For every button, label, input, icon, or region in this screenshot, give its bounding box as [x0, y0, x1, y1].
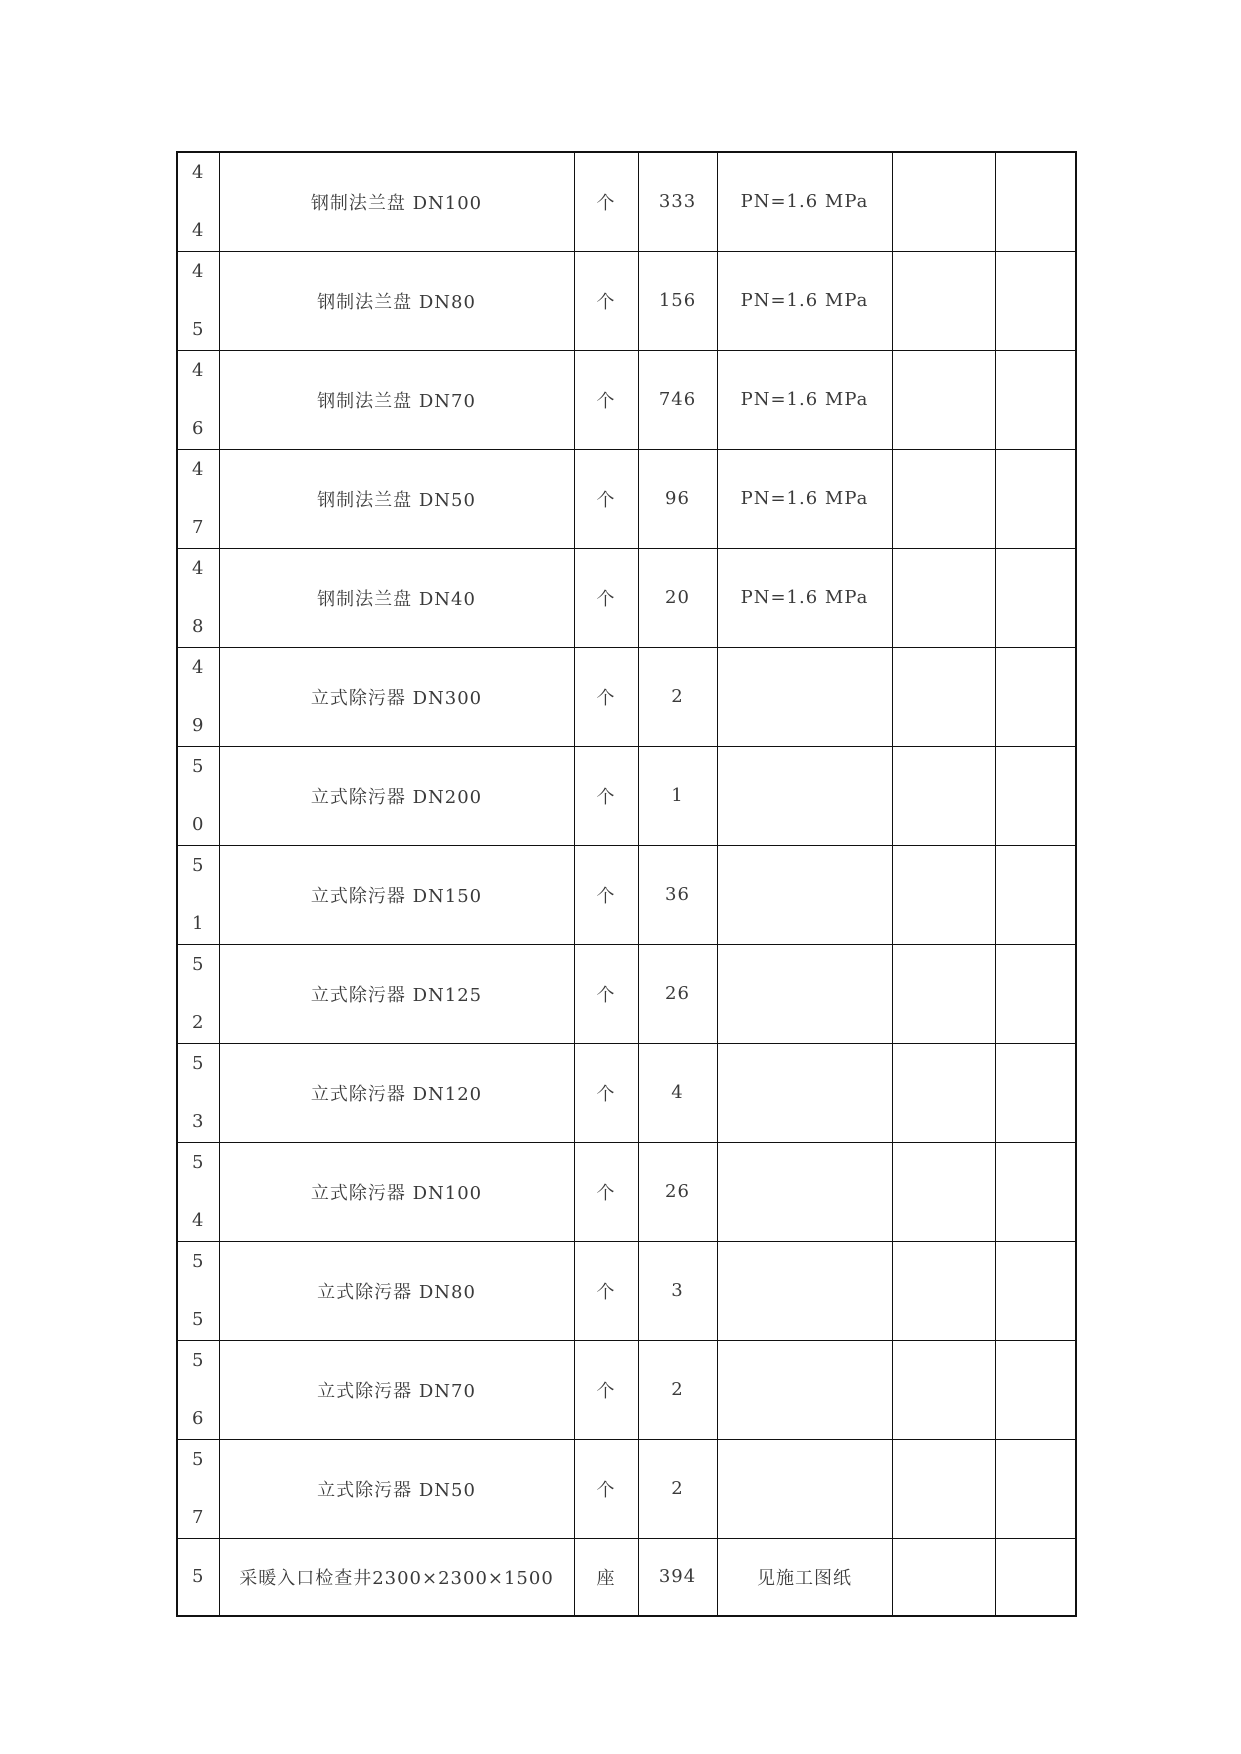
row-number [178, 260, 219, 340]
table-row [177, 1340, 1076, 1439]
item-name-cell: 立式除污器 DN120 [219, 1043, 574, 1142]
row-number [178, 161, 219, 241]
table-row [177, 1439, 1076, 1538]
item-name-cell: 立式除污器 DN200 [219, 746, 574, 845]
row-number [178, 557, 219, 637]
row-number [178, 755, 219, 835]
unit-cell: 个 [574, 251, 638, 350]
spec-cell: PN=1.6 MPa [717, 350, 892, 449]
row-number [178, 953, 219, 1033]
row-number-digit: 4 [192, 260, 205, 282]
row-number [178, 359, 219, 439]
table-row [177, 845, 1076, 944]
table-row [177, 647, 1076, 746]
item-name-cell: 立式除污器 DN50 [219, 1439, 574, 1538]
quantity-cell: 2 [638, 1340, 717, 1439]
row-number-cell [177, 647, 219, 746]
row-number [178, 1250, 219, 1330]
row-number-digit: 5 [192, 755, 205, 777]
extra-cell-2 [995, 845, 1076, 944]
extra-cell-1 [892, 647, 995, 746]
extra-cell-2 [995, 548, 1076, 647]
quantity-cell: 96 [638, 449, 717, 548]
unit-cell: 个 [574, 746, 638, 845]
spec-cell: PN=1.6 MPa [717, 251, 892, 350]
row-number-digit: 4 [192, 161, 205, 183]
extra-cell-1 [892, 1340, 995, 1439]
spec-cell [717, 1439, 892, 1538]
table-body [177, 152, 1076, 1616]
row-number-cell [177, 1142, 219, 1241]
unit-cell: 个 [574, 647, 638, 746]
spec-cell [717, 1340, 892, 1439]
row-number-cell [177, 1241, 219, 1340]
row-number [178, 854, 219, 934]
row-number-cell [177, 1439, 219, 1538]
unit-cell: 个 [574, 548, 638, 647]
extra-cell-2 [995, 746, 1076, 845]
extra-cell-1 [892, 350, 995, 449]
unit-cell: 个 [574, 350, 638, 449]
row-number-cell [177, 548, 219, 647]
extra-cell-2 [995, 1142, 1076, 1241]
quantity-cell: 746 [638, 350, 717, 449]
unit-cell: 个 [574, 1142, 638, 1241]
item-name-cell: 立式除污器 DN80 [219, 1241, 574, 1340]
row-number-cell [177, 845, 219, 944]
table-row [177, 1142, 1076, 1241]
table-row [177, 1538, 1076, 1616]
spec-cell: 见施工图纸 [717, 1538, 892, 1616]
row-number [178, 1052, 219, 1132]
row-number-digit: 1 [192, 912, 205, 934]
item-name-cell: 钢制法兰盘 DN40 [219, 548, 574, 647]
row-number-digit: 5 [192, 953, 205, 975]
row-number-digit: 5 [192, 1349, 205, 1371]
row-number-digit: 5 [192, 1250, 205, 1272]
row-number [178, 1539, 219, 1615]
quantity-cell: 20 [638, 548, 717, 647]
spec-cell [717, 845, 892, 944]
item-name-cell: 立式除污器 DN150 [219, 845, 574, 944]
row-number-cell [177, 152, 219, 251]
item-name-cell: 立式除污器 DN300 [219, 647, 574, 746]
row-number-cell [177, 251, 219, 350]
row-number-digit: 4 [192, 219, 205, 241]
row-number-cell [177, 944, 219, 1043]
extra-cell-2 [995, 647, 1076, 746]
extra-cell-1 [892, 944, 995, 1043]
extra-cell-2 [995, 350, 1076, 449]
row-number-digit: 5 [192, 318, 205, 340]
extra-cell-2 [995, 251, 1076, 350]
extra-cell-1 [892, 1043, 995, 1142]
row-number-digit: 5 [192, 1565, 205, 1587]
row-number-digit: 7 [192, 516, 205, 538]
table-row [177, 746, 1076, 845]
row-number-digit: 5 [192, 1052, 205, 1074]
unit-cell: 个 [574, 1439, 638, 1538]
extra-cell-1 [892, 152, 995, 251]
quantity-cell: 394 [638, 1538, 717, 1616]
spec-cell [717, 1241, 892, 1340]
item-name-cell: 立式除污器 DN100 [219, 1142, 574, 1241]
extra-cell-2 [995, 152, 1076, 251]
row-number-digit: 4 [192, 458, 205, 480]
equipment-table [176, 151, 1077, 1617]
unit-cell: 座 [574, 1538, 638, 1616]
extra-cell-2 [995, 944, 1076, 1043]
row-number-digit: 5 [192, 1308, 205, 1330]
extra-cell-2 [995, 1241, 1076, 1340]
row-number-digit: 0 [192, 813, 205, 835]
spec-cell [717, 746, 892, 845]
spec-cell [717, 944, 892, 1043]
unit-cell: 个 [574, 152, 638, 251]
table-row [177, 251, 1076, 350]
row-number [178, 1349, 219, 1429]
unit-cell: 个 [574, 944, 638, 1043]
table-row [177, 449, 1076, 548]
row-number [178, 1151, 219, 1231]
spec-cell [717, 647, 892, 746]
row-number [178, 1448, 219, 1528]
quantity-cell: 1 [638, 746, 717, 845]
row-number-digit: 5 [192, 1448, 205, 1470]
spec-cell [717, 1142, 892, 1241]
row-number-digit: 4 [192, 359, 205, 381]
row-number-cell [177, 1538, 219, 1616]
quantity-cell: 3 [638, 1241, 717, 1340]
row-number-cell [177, 449, 219, 548]
quantity-cell: 26 [638, 1142, 717, 1241]
extra-cell-2 [995, 1340, 1076, 1439]
quantity-cell: 156 [638, 251, 717, 350]
unit-cell: 个 [574, 845, 638, 944]
row-number-digit: 7 [192, 1506, 205, 1528]
extra-cell-2 [995, 449, 1076, 548]
extra-cell-1 [892, 449, 995, 548]
row-number-cell [177, 1043, 219, 1142]
extra-cell-2 [995, 1538, 1076, 1616]
row-number-digit: 6 [192, 1407, 205, 1429]
extra-cell-1 [892, 548, 995, 647]
quantity-cell: 36 [638, 845, 717, 944]
item-name-cell: 钢制法兰盘 DN100 [219, 152, 574, 251]
table-row [177, 152, 1076, 251]
item-name-cell: 采暖入口检查井2300×2300×1500 [219, 1538, 574, 1616]
item-name-cell: 钢制法兰盘 DN70 [219, 350, 574, 449]
table-row [177, 350, 1076, 449]
row-number-cell [177, 1340, 219, 1439]
item-name-cell: 钢制法兰盘 DN80 [219, 251, 574, 350]
spec-cell [717, 1043, 892, 1142]
row-number-digit: 8 [192, 615, 205, 637]
row-number-digit: 2 [192, 1011, 205, 1033]
spec-cell: PN=1.6 MPa [717, 152, 892, 251]
row-number-digit: 4 [192, 557, 205, 579]
extra-cell-2 [995, 1439, 1076, 1538]
row-number-cell [177, 350, 219, 449]
extra-cell-1 [892, 746, 995, 845]
table-row [177, 1241, 1076, 1340]
extra-cell-1 [892, 1538, 995, 1616]
quantity-cell: 2 [638, 647, 717, 746]
item-name-cell: 钢制法兰盘 DN50 [219, 449, 574, 548]
table-row [177, 1043, 1076, 1142]
extra-cell-1 [892, 845, 995, 944]
table-row [177, 944, 1076, 1043]
row-number-digit: 6 [192, 417, 205, 439]
row-number-digit: 4 [192, 1209, 205, 1231]
row-number-digit: 5 [192, 1151, 205, 1173]
extra-cell-2 [995, 1043, 1076, 1142]
extra-cell-1 [892, 1142, 995, 1241]
unit-cell: 个 [574, 1043, 638, 1142]
spec-cell: PN=1.6 MPa [717, 449, 892, 548]
row-number-digit: 5 [192, 854, 205, 876]
row-number-digit: 9 [192, 714, 205, 736]
item-name-cell: 立式除污器 DN70 [219, 1340, 574, 1439]
unit-cell: 个 [574, 449, 638, 548]
extra-cell-1 [892, 1241, 995, 1340]
row-number [178, 656, 219, 736]
unit-cell: 个 [574, 1340, 638, 1439]
extra-cell-1 [892, 251, 995, 350]
quantity-cell: 26 [638, 944, 717, 1043]
quantity-cell: 4 [638, 1043, 717, 1142]
quantity-cell: 2 [638, 1439, 717, 1538]
row-number [178, 458, 219, 538]
spec-cell: PN=1.6 MPa [717, 548, 892, 647]
row-number-cell [177, 746, 219, 845]
row-number-digit: 4 [192, 656, 205, 678]
item-name-cell: 立式除污器 DN125 [219, 944, 574, 1043]
row-number-digit: 3 [192, 1110, 205, 1132]
unit-cell: 个 [574, 1241, 638, 1340]
table-row [177, 548, 1076, 647]
quantity-cell: 333 [638, 152, 717, 251]
extra-cell-1 [892, 1439, 995, 1538]
